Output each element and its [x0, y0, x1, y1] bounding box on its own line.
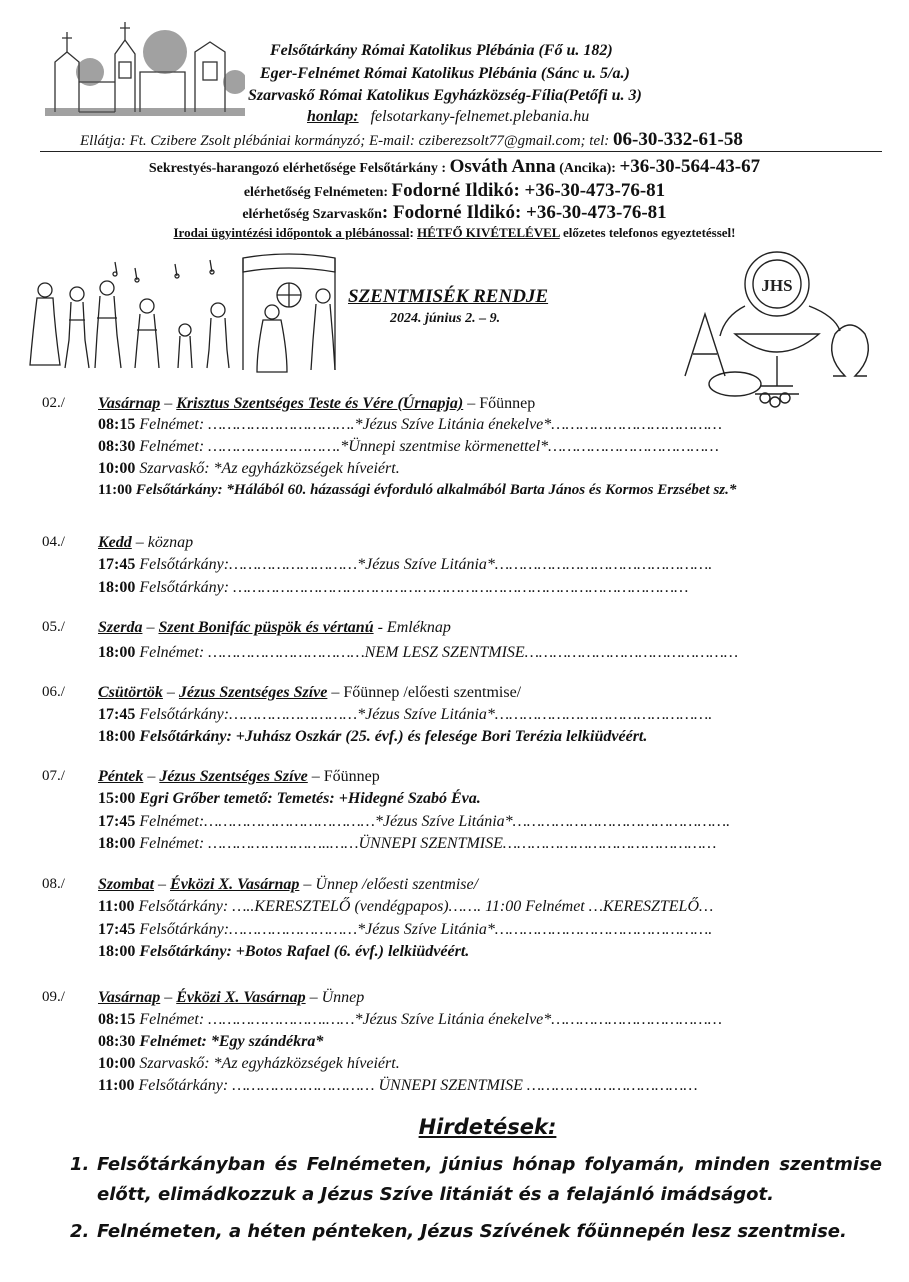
announcement-text: Felnémeten, a héten pénteken, Jézus Szívének főünnepén lesz szentmise. [97, 1221, 847, 1242]
day-sep: – [160, 989, 177, 1006]
office-hours-sep: : [409, 225, 418, 240]
parish-szarvasko: Szarvaskő Római Katolikus Egyházközség-Fília(Petőfi u. 3) [248, 87, 642, 104]
office-hours-note: előzetes telefonos egyeztetéssel! [559, 225, 736, 240]
day-name: Vasárnap [98, 395, 161, 412]
day-rank: – Ünnep /előesti szentmise/ [299, 876, 479, 893]
contact-line [80, 129, 743, 151]
mass-line [98, 943, 469, 961]
mass-line [98, 835, 716, 853]
szarvasko-label: elérhetőség Szarvaskőn [242, 207, 382, 222]
contact-text: Ellátja: Ft. Czibere Zsolt plébániai kormányzó; E-mail: cziberezsolt77@gmail.com; tel: [80, 133, 614, 149]
mass-detail: Szarvaskő: *Az egyházközségek híveiért. [135, 460, 400, 477]
office-hours-label: Irodai ügyintézési időpontok a plébánossal [173, 225, 410, 240]
mass-detail: Felsőtárkány:………………………*Jézus Szíve Litánia*………………………………………. [135, 921, 713, 938]
announcement-item [70, 1217, 882, 1249]
day-number: 04./ [42, 534, 65, 550]
sacristan-phone: +36-30-564-43-67 [619, 156, 761, 177]
mass-line [98, 706, 712, 724]
mass-line [98, 438, 719, 456]
day-rank: – Főünnep [307, 768, 380, 785]
mass-line [98, 728, 647, 746]
mass-time: 08:30 [98, 438, 136, 455]
mass-detail: Felsőtárkány:………………………*Jézus Szíve Litánia*………………………………………. [135, 556, 713, 573]
mass-detail: Felnémet: ……………………………NEM LESZ SZENTMISE……………………………………… [135, 644, 739, 661]
mass-line [98, 921, 712, 939]
day-number: 07./ [42, 768, 65, 784]
day-sep: – [160, 395, 177, 412]
mass-line [98, 644, 738, 662]
day-name: Péntek [98, 768, 144, 785]
mass-line [98, 813, 730, 831]
contact-phone: 06-30-332-61-58 [613, 129, 743, 150]
mass-time: 18:00 [98, 644, 136, 661]
mass-detail: Felsőtárkány:………………………*Jézus Szíve Litánia*………………………………………. [135, 706, 713, 723]
day-rank: – Ünnep [305, 989, 365, 1006]
day-number: 06./ [42, 684, 65, 700]
szarvasko-value: : Fodorné Ildikó: +36-30-473-76-81 [381, 202, 667, 223]
mass-time: 18:00 [98, 579, 136, 596]
sacristan-nick: (Ancika): [555, 161, 620, 176]
day-number: 09./ [42, 989, 65, 1005]
day-number: 08./ [42, 876, 65, 892]
date-range: 2024. június 2. – 9. [390, 311, 501, 326]
mass-detail: Felsőtárkány: ………………………… ÜNNEPI SZENTMISE ……………………………… [134, 1077, 698, 1094]
day-name: Csütörtök [98, 684, 163, 701]
mass-detail: Felnémet: ……………………..……ÜNNEPI SZENTMISE……………………………………… [135, 835, 717, 852]
sacristan-label: Sekrestyés-harangozó elérhetősége Felsőtárkány : [148, 161, 450, 176]
header-divider [40, 151, 882, 152]
parish-felsotarkany: Felsőtárkány Római Katolikus Plébánia (Fő u. 182) [270, 42, 613, 59]
announcement-number: 2. [70, 1221, 90, 1242]
mass-detail: Felsőtárkány: …..KERESZTELŐ (vendégpapos)……. 11:00 Felnémet …KERESZTELŐ… [134, 898, 714, 915]
chalice-alpha-omega-emblem [665, 246, 890, 411]
mass-detail: Felnémet: ……………………….*Ünnepi szentmise körmenettel*……………………………… [135, 438, 719, 455]
church-illustration [45, 12, 245, 120]
parish-felnemet: Eger-Felnémet Római Katolikus Plébánia (Sánc u. 5/a.) [260, 65, 630, 82]
jhs-emblem-text: JHS [761, 276, 793, 295]
day-rank: – Főünnep [463, 395, 536, 412]
mass-detail: Felsőtárkány: …………………………………………………………………………………… [135, 579, 689, 596]
day-sep: – [154, 876, 171, 893]
procession-illustration [25, 250, 360, 380]
mass-detail: Felsőtárkány: +Botos Rafael (6. évf.) lelkiüdvéért. [135, 943, 470, 960]
day-rank: köznap [147, 534, 194, 551]
mass-line [98, 1033, 323, 1051]
mass-time: 18:00 [98, 728, 136, 745]
day-feast: Jézus Szentséges Szíve [178, 684, 328, 701]
day-rank: – Főünnep /előesti szentmise/ [327, 684, 522, 701]
announcement-number: 1. [70, 1154, 90, 1175]
sacristan-contact [0, 156, 909, 178]
mass-time: 11:00 [98, 482, 133, 498]
day-name: Vasárnap [98, 989, 161, 1006]
mass-detail: Szarvaskő: *Az egyházközségek híveiért. [135, 1055, 400, 1072]
day-sep: – [143, 768, 160, 785]
mass-detail: Egri Grőber temető: Temetés: +Hidegné Szabó Éva. [135, 790, 481, 807]
day-feast: Évközi X. Vasárnap [170, 876, 300, 893]
mass-detail: Felsőtárkány: *Hálából 60. házassági évforduló alkalmából Barta János és Kormos Erzsébet sz.* [132, 482, 737, 498]
mass-time: 18:00 [98, 835, 136, 852]
mass-time: 17:45 [98, 813, 136, 830]
mass-time: 17:45 [98, 556, 136, 573]
mass-time: 18:00 [98, 943, 136, 960]
day-name: Szerda [98, 619, 143, 636]
szarvasko-contact [0, 202, 909, 224]
day-feast: Évközi X. Vasárnap [176, 989, 306, 1006]
mass-line [98, 1077, 698, 1095]
mass-detail: Felnémet: ………………………….*Jézus Szíve Litánia énekelve*……………………………… [135, 416, 722, 433]
day-name: Kedd [98, 534, 132, 551]
mass-time: 08:15 [98, 416, 136, 433]
day-feast: Krisztus Szentséges Teste és Vére (Úrnapja) [176, 395, 464, 412]
day-name: Szombat [98, 876, 155, 893]
day-sep: – [162, 684, 179, 701]
page-title: SZENTMISÉK RENDJE [348, 286, 549, 307]
mass-detail: Felsőtárkány: +Juhász Oszkár (25. évf.) és felesége Bori Terézia lelkiüdvéért. [135, 728, 648, 745]
mass-detail: Felnémet:………………………………*Jézus Szíve Litánia*………………………………………. [135, 813, 731, 830]
mass-time: 11:00 [98, 1077, 135, 1094]
homepage-link[interactable]: felsotarkany-felnemet.plebania.hu [370, 108, 590, 125]
office-hours [0, 225, 909, 241]
mass-line [98, 416, 722, 434]
day-rank: - Emléknap [373, 619, 451, 636]
mass-detail: Felnémet: …………………….……*Jézus Szíve Litánia énekelve*……………………………… [135, 1011, 722, 1028]
announcement-item [70, 1150, 882, 1212]
mass-line [98, 1011, 722, 1029]
felnemet-value: Fodorné Ildikó: +36-30-473-76-81 [391, 180, 666, 201]
homepage-label: honlap: [307, 108, 359, 125]
mass-time: 08:15 [98, 1011, 136, 1028]
day-number: 05./ [42, 619, 65, 635]
mass-time: 10:00 [98, 1055, 136, 1072]
mass-time: 15:00 [98, 790, 136, 807]
mass-detail: Felnémet: *Egy szándékra* [135, 1033, 324, 1050]
mass-time: 11:00 [98, 898, 135, 915]
mass-line [98, 790, 481, 808]
mass-line [98, 460, 400, 478]
mass-time: 17:45 [98, 706, 136, 723]
day-feast: Jézus Szentséges Szíve [159, 768, 308, 785]
office-hours-except: HÉTFŐ KIVÉTELÉVEL [417, 225, 560, 240]
mass-line [98, 579, 688, 597]
day-number: 02./ [42, 395, 65, 411]
announcements-title: Hirdetések: [418, 1115, 557, 1139]
felnemet-contact [0, 180, 909, 202]
mass-time: 17:45 [98, 921, 136, 938]
mass-line [98, 1055, 400, 1073]
day-sep: – [131, 534, 148, 551]
day-sep: – [142, 619, 159, 636]
mass-time: 08:30 [98, 1033, 136, 1050]
mass-line [98, 482, 736, 499]
day-feast: Szent Bonifác püspök és vértanú [158, 619, 374, 636]
announcement-text: Felsőtárkányban és Felnémeten, június hónap folyamán, minden szentmise előtt, elimádkozzuk a Jézus Szíve litániát és a felajánló imádságot. [97, 1154, 882, 1205]
sacristan-name: Osváth Anna [449, 156, 556, 177]
felnemet-label: elérhetőség Felnémeten: [243, 185, 392, 200]
mass-line [98, 556, 712, 574]
mass-time: 10:00 [98, 460, 136, 477]
mass-line [98, 898, 713, 916]
